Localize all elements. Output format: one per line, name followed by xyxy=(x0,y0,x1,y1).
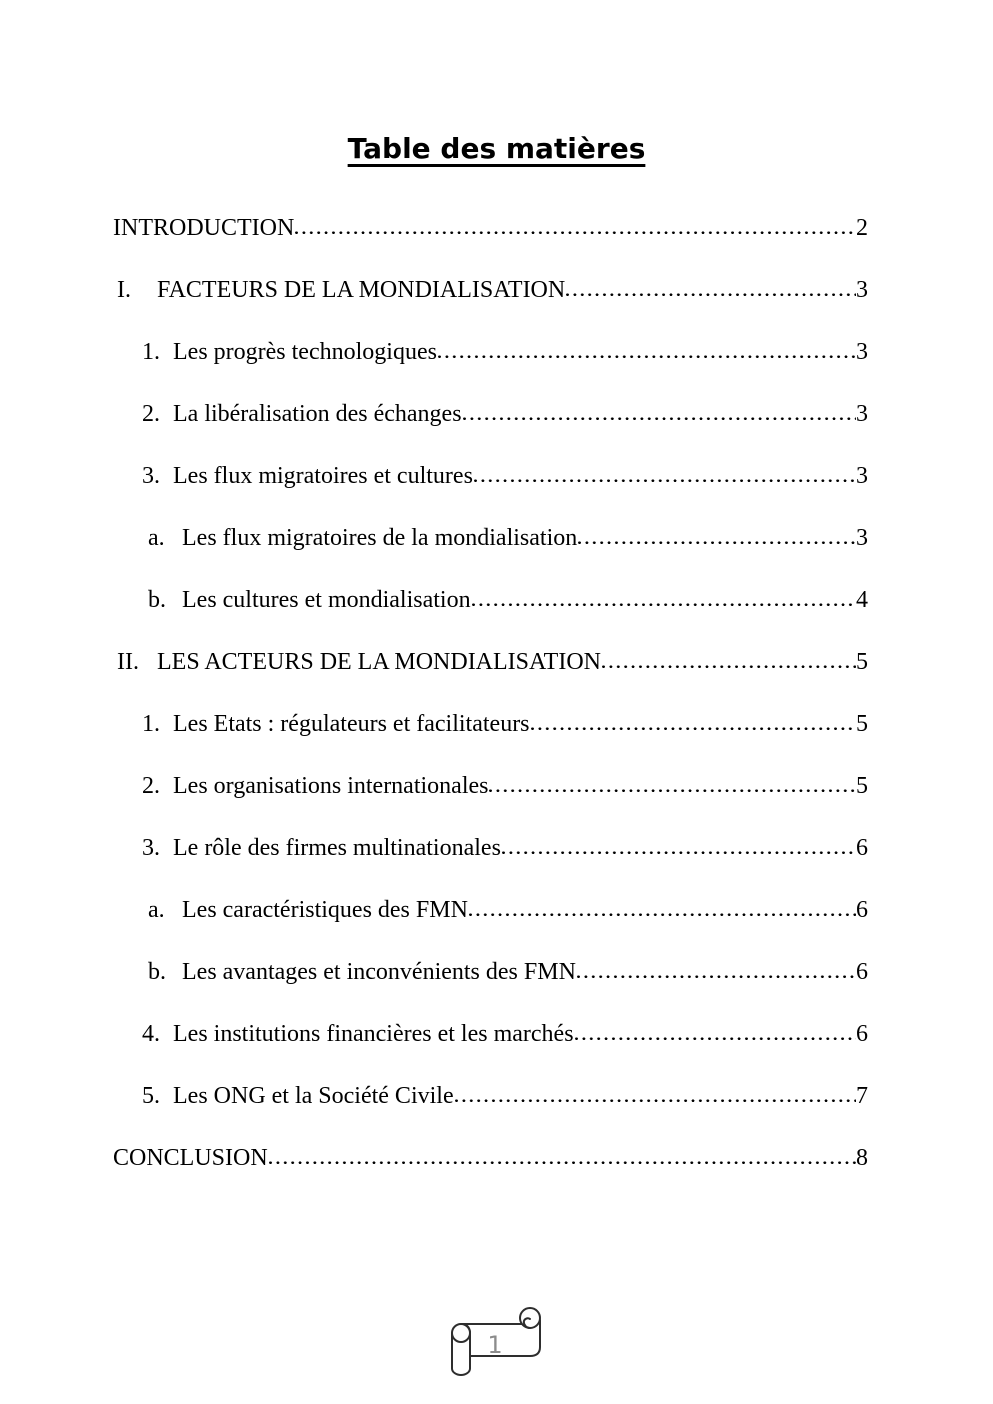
toc-entry xyxy=(113,817,868,879)
toc-entry xyxy=(113,693,868,755)
toc-entry-page-number: 5 xyxy=(856,649,868,675)
toc-entry-page-number: 6 xyxy=(856,1021,868,1047)
toc-entry-label: Les progrès technologiques xyxy=(173,339,437,365)
toc-entry xyxy=(113,321,868,383)
toc-entry-marker: a. xyxy=(148,525,165,551)
toc-leader-dots xyxy=(269,1160,856,1165)
scroll-left-roll-loop xyxy=(452,1324,470,1342)
toc-entry-page-number: 8 xyxy=(856,1145,868,1171)
toc-entry xyxy=(113,1065,868,1127)
toc-entry-page-number: 3 xyxy=(856,401,868,427)
toc-entry xyxy=(113,259,868,321)
toc-entry-label: LES ACTEURS DE LA MONDIALISATION xyxy=(157,649,601,675)
toc-entry-page-number: 5 xyxy=(856,711,868,737)
toc-leader-dots xyxy=(502,850,856,855)
toc-entry-label: La libéralisation des échanges xyxy=(173,401,462,427)
toc-leader-dots xyxy=(578,540,856,545)
toc-leader-dots xyxy=(602,664,856,669)
toc-entry-page-number: 5 xyxy=(856,773,868,799)
toc-leader-dots xyxy=(474,478,856,483)
toc-entry-label: Les avantages et inconvénients des FMN xyxy=(182,959,576,985)
toc-entry-marker: 2. xyxy=(142,401,160,427)
toc-leader-dots xyxy=(455,1098,856,1103)
toc-entry-page-number: 3 xyxy=(856,525,868,551)
toc-entry-page-number: 4 xyxy=(856,587,868,613)
toc-entry-page-number: 6 xyxy=(856,897,868,923)
toc-entry-marker: 1. xyxy=(142,339,160,365)
toc-entry xyxy=(113,445,868,507)
toc-entry xyxy=(113,755,868,817)
toc-entry-page-number: 6 xyxy=(856,835,868,861)
toc-entry-label: Les ONG et la Société Civile xyxy=(173,1083,454,1109)
toc-entry xyxy=(113,197,868,259)
page-title: Table des matières xyxy=(347,132,646,165)
toc-entry-label: FACTEURS DE LA MONDIALISATION xyxy=(157,277,566,303)
toc-entry xyxy=(113,879,868,941)
toc-entry-marker: 3. xyxy=(142,463,160,489)
toc-entry-label: Les Etats : régulateurs et facilitateurs xyxy=(173,711,530,737)
toc-entry-page-number: 3 xyxy=(856,339,868,365)
toc-entry-marker: b. xyxy=(148,587,166,613)
toc-entry-label: Les institutions financières et les marchés xyxy=(173,1021,574,1047)
toc-entry xyxy=(113,631,868,693)
toc-entry-marker: a. xyxy=(148,897,165,923)
toc-leader-dots xyxy=(469,912,856,917)
toc-leader-dots xyxy=(438,354,856,359)
toc-entry-marker: II. xyxy=(117,649,139,675)
toc-entry-marker: b. xyxy=(148,959,166,985)
toc-entry-label: Les flux migratoires et cultures xyxy=(173,463,473,489)
toc-entry-marker: 4. xyxy=(142,1021,160,1047)
page-number-scroll-ornament xyxy=(449,1307,543,1379)
toc-entry-marker: 3. xyxy=(142,835,160,861)
toc-entry xyxy=(113,941,868,1003)
toc-entry xyxy=(113,507,868,569)
toc-leader-dots xyxy=(575,1036,856,1041)
toc-entry-marker: I. xyxy=(117,277,131,303)
toc-entry-label: Les caractéristiques des FMN xyxy=(182,897,468,923)
toc-entry xyxy=(113,569,868,631)
toc-leader-dots xyxy=(295,230,856,235)
toc-leader-dots xyxy=(489,788,856,793)
toc-entry-page-number: 3 xyxy=(856,463,868,489)
toc-leader-dots xyxy=(566,292,856,297)
toc-entry-label: Les cultures et mondialisation xyxy=(182,587,471,613)
toc-entry-page-number: 6 xyxy=(856,959,868,985)
toc-entry-label: Les flux migratoires de la mondialisation xyxy=(182,525,578,551)
toc-entry xyxy=(113,383,868,445)
toc-entry-page-number: 2 xyxy=(856,215,868,241)
toc-leader-dots xyxy=(531,726,856,731)
toc-entry-label: INTRODUCTION xyxy=(113,215,295,241)
toc-entry-marker: 2. xyxy=(142,773,160,799)
footer-page-number: 1 xyxy=(487,1331,503,1359)
toc-leader-dots xyxy=(472,602,856,607)
toc-entry-label: CONCLUSION xyxy=(113,1145,268,1171)
toc-entry xyxy=(113,1127,868,1189)
table-of-contents xyxy=(113,197,868,1189)
toc-entry-page-number: 3 xyxy=(856,277,868,303)
toc-leader-dots xyxy=(577,974,856,979)
toc-leader-dots xyxy=(463,416,856,421)
toc-entry-label: Le rôle des firmes multinationales xyxy=(173,835,501,861)
toc-entry-label: Les organisations internationales xyxy=(173,773,489,799)
toc-entry-page-number: 7 xyxy=(856,1083,868,1109)
horizontal-scroll-icon xyxy=(449,1307,543,1379)
toc-entry-marker: 5. xyxy=(142,1083,160,1109)
toc-entry xyxy=(113,1003,868,1065)
toc-entry-marker: 1. xyxy=(142,711,160,737)
